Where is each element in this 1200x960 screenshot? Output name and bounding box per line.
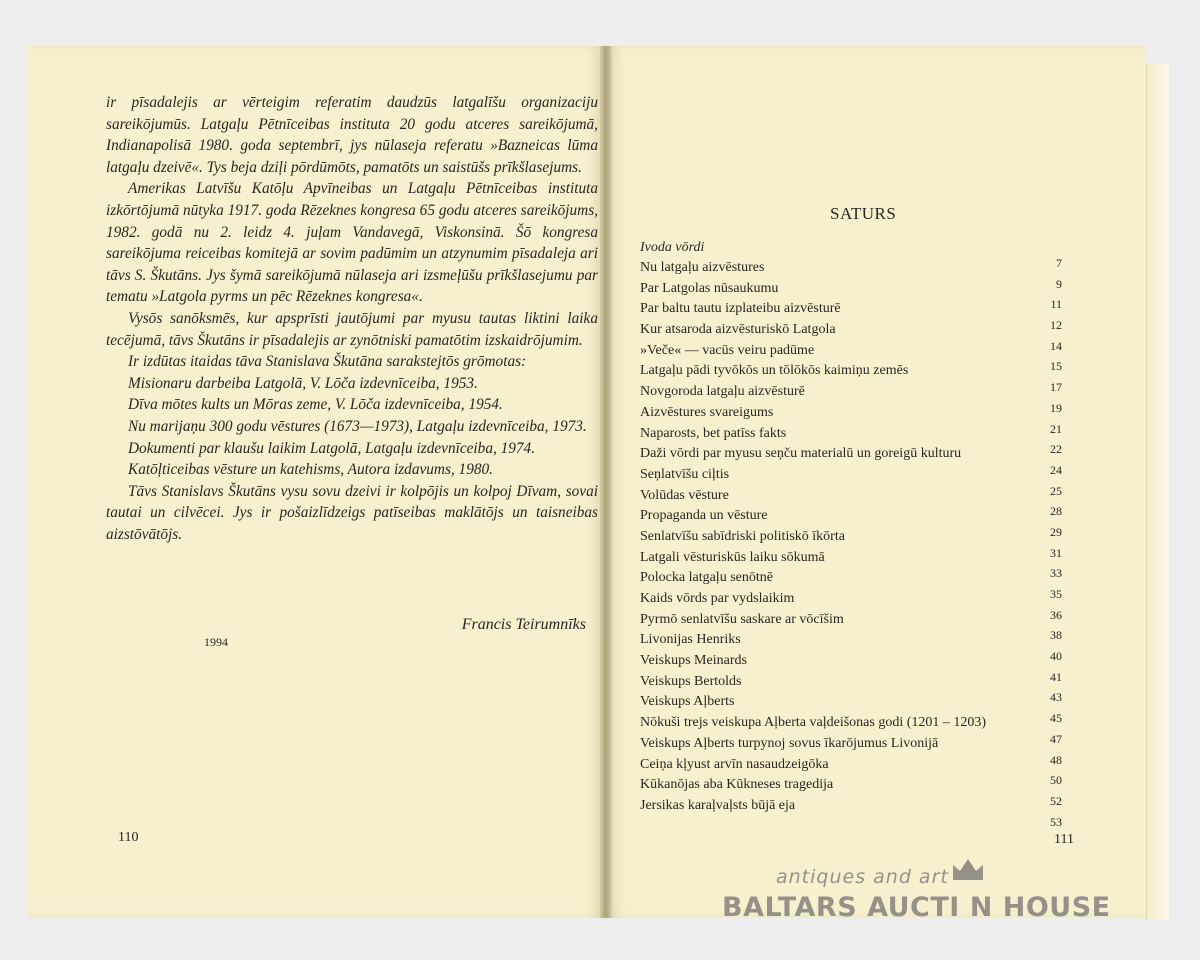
toc-entry (640, 591, 1052, 612)
toc-entry (640, 488, 1052, 509)
contents-intro: Ivoda vōrdi (640, 240, 705, 255)
toc-entry-title: Veiskups Bertolds (640, 673, 742, 689)
toc-entry-title: Seņlatvīšu ciļtis (640, 466, 730, 482)
closing-paragraph: Tāvs Stanislavs Škutāns vysu sovu dzeivi ir kolpōjis un kolpoj Dīvam, sovai tautai un cilvēcei. Jys ir pošaizlīdzeigs patīseibas maklātōjs un taisneibas aizstōvātōjs. (106, 482, 598, 543)
toc-entry (640, 736, 1052, 757)
toc-entry-title: Par Latgolas nūsaukumu (640, 280, 779, 296)
book-list (106, 373, 598, 481)
toc-entry (640, 260, 1052, 281)
book-item: Dokumenti par klaušu laikim Latgolā, Latgaļu izdevnīceiba, 1974. (128, 439, 536, 457)
toc-entry-title: Veiskups Aļberts turpynoj sovus īkarōjumus Livonijā (640, 735, 939, 751)
toc-entry-title: Veiskups Meinards (640, 653, 747, 669)
author-signature: Francis Teirumnīks (461, 616, 586, 633)
toc-entry (640, 281, 1052, 302)
toc-page-number: 48 (1050, 752, 1062, 767)
toc-page-number: 47 (1050, 731, 1062, 746)
toc-page-number: 33 (1050, 566, 1062, 581)
toc-entry-title: Naparosts, bet patīss fakts (640, 425, 787, 441)
toc-entry-title: Latgaļu pādi tyvōkōs un tōlōkōs kaimiņu zemēs (640, 363, 909, 379)
crown-icon (950, 856, 986, 884)
toc-entry (640, 508, 1052, 529)
toc-entry (640, 363, 1052, 384)
toc-entry-title: Livonijas Henriks (640, 632, 741, 648)
toc-entry-title: Senlatvīšu sabīdriski politiskō īkōrta (640, 528, 845, 544)
toc-entry-title: Veiskups Aļberts (640, 694, 735, 710)
toc-entry (640, 570, 1052, 591)
year: 1994 (204, 635, 228, 649)
toc-entry (640, 798, 1052, 819)
toc-page-number: 14 (1050, 338, 1062, 353)
right-page (606, 46, 1146, 918)
toc-entry (640, 384, 1052, 405)
toc-entry (640, 467, 1052, 488)
toc-entry (640, 446, 1052, 467)
toc-entry-title: Ceiņa kļyust arvīn nasaudzeigōka (640, 756, 829, 772)
toc-entry (640, 529, 1052, 550)
open-book (28, 46, 1168, 918)
watermark (720, 862, 1120, 932)
paragraph-1: ir pīsadalejis ar vērteigim referatim daudzūs latgalīšu organizaciju sareikōjumūs. Latgaļu Pētnīceibas instituta 20 godu atceres sareikōjumā, Indianapolisā 1980. goda septembrī, jys nūlaseja referatu »Bazneicas lūma latgaļu dzeivē«. Tys beja dziļi pōrdūmōts, pamatōts un saistūšs prīkšlasejums. (106, 94, 598, 176)
toc-entry-title: Pyrmō senlatvīšu saskare ar vōcīšim (640, 611, 844, 627)
toc-entry (640, 757, 1052, 778)
toc-entry-title: Propaganda un vēsture (640, 508, 768, 524)
toc-entry-title: Kaids vōrds par vydslaikim (640, 591, 795, 606)
paragraph-4: Ir izdūtas itaidas tāva Stanislava Škutāna sarakstejtōs grōmotas: (128, 353, 527, 371)
toc-entry (640, 426, 1052, 447)
toc-page-number: 17 (1050, 380, 1062, 395)
paragraph-3: Vysōs sanōksmēs, kur apsprīsti jautōjumi par myusu tautas liktini laika tecējumā, tāvs Škutāns ir pīsadalejis ar zynōtniski pamatōtim izskaidrōjumim. (106, 309, 598, 349)
paragraph-2: Amerikas Latvīšu Katōļu Apvīneibas un Latgaļu Pētnīceibas instituta izkōrtōjumā nūtyka 1917. goda Rēzeknes kongresa 65 godu atceres sareikōjums, 1982. godā nu 2. leidz 4. juļam Vandavegā, Viskonsinā. Šō kongresa sareikōjuma reiceibas komitejā ar sovim padūmim un atzynumim pīsadaleja ari tāvs S. Škutāns. Jys šymā sareikōjumā nūlaseja ari izsmeļūšu prīkšlasejumu par tematu »Latgola pyrms un pēc Rēzeknes kongresa«. (106, 180, 598, 306)
toc-entry (640, 674, 1052, 695)
toc-page-number: 40 (1050, 649, 1062, 664)
toc-page-number: 31 (1050, 545, 1062, 560)
toc-entry (640, 694, 1052, 715)
toc-page-number: 22 (1050, 442, 1062, 457)
toc-entry-title: Nōkuši trejs veiskupa Aļberta vaļdeišonas godi (1201 – 1203) (640, 715, 987, 731)
toc-page-number: 25 (1050, 483, 1062, 498)
toc-entry-title: Daži vōrdi par myusu seņču materialū un goreigū kulturu (640, 446, 962, 462)
toc-page-number: 7 (1056, 256, 1062, 270)
toc-page-number: 53 (1050, 814, 1062, 829)
toc-entry-title: Polocka latgaļu senōtnē (640, 570, 773, 586)
contents-title: SATURS (830, 204, 897, 223)
toc-page-number: 15 (1050, 359, 1062, 374)
page-number-right: 111 (1054, 832, 1074, 847)
left-page (28, 46, 606, 918)
book-gutter (600, 46, 612, 918)
toc-page-number: 21 (1050, 421, 1062, 436)
toc-entry-title: Volūdas vēsture (640, 487, 729, 503)
toc-entry (640, 301, 1052, 322)
toc-entry (640, 612, 1052, 633)
toc-page-number: 12 (1050, 318, 1062, 333)
page-number-left: 110 (118, 830, 139, 845)
toc-entry-title: Latgali vēsturiskūs laiku sōkumā (640, 549, 825, 565)
toc-entry-title: Kūkanōjas aba Kūkneses tragedija (640, 777, 834, 793)
toc-page-number: 35 (1050, 587, 1062, 601)
toc-page-number: 11 (1050, 297, 1062, 312)
toc-entry-title: Aizvēstures svareigums (640, 404, 774, 420)
toc-entry (640, 343, 1052, 364)
toc-entry (640, 653, 1052, 674)
toc-entry (640, 715, 1052, 736)
toc-entry-title: Nu latgaļu aizvēstures (640, 260, 765, 275)
toc-page-number: 41 (1050, 669, 1062, 684)
watermark-tagline: antiques and art (776, 866, 949, 888)
toc-entry-title: Kur atsaroda aizvēsturiskō Latgola (640, 322, 836, 338)
left-page-text (106, 92, 598, 649)
watermark-brand: BALTARS AUCTI N HOUSE (722, 892, 1111, 923)
contents-page-numbers (1032, 256, 1062, 835)
toc-entry (640, 777, 1052, 798)
toc-entry-title: Par baltu tautu izplateibu aizvēsturē (640, 301, 841, 317)
page-edges (1146, 64, 1169, 920)
toc-entry (640, 405, 1052, 426)
toc-page-number: 29 (1050, 524, 1062, 539)
book-item: Misionaru darbeiba Latgolā, V. Lōča izdevnīceiba, 1953. (128, 374, 478, 392)
toc-page-number: 50 (1050, 773, 1062, 788)
book-item: Katōļticeibas vēsture un katehisms, Autora izdavums, 1980. (128, 461, 493, 479)
toc-page-number: 45 (1050, 711, 1062, 726)
toc-entry (640, 632, 1052, 653)
book-item: Dīva mōtes kults un Mōras zeme, V. Lōča izdevnīceiba, 1954. (128, 396, 503, 414)
toc-entry-title: Novgoroda latgaļu aizvēsturē (640, 384, 805, 400)
toc-page-number: 52 (1050, 793, 1062, 808)
toc-entry-title: »Veče« — vacūs veiru padūme (640, 342, 815, 358)
toc-page-number: 36 (1050, 607, 1062, 622)
toc-page-number: 19 (1050, 400, 1062, 415)
toc-page-number: 28 (1050, 504, 1062, 519)
toc-entry (640, 322, 1052, 343)
contents-list (640, 260, 1052, 819)
toc-page-number: 38 (1050, 628, 1062, 643)
toc-page-number: 43 (1050, 690, 1062, 705)
toc-entry-title: Jersikas karaļvaļsts būjā eja (640, 797, 796, 813)
book-item: Nu marijaņu 300 godu vēstures (1673—1973), Latgaļu izdevnīceiba, 1973. (128, 417, 587, 435)
toc-page-number: 24 (1050, 462, 1062, 477)
toc-entry (640, 550, 1052, 571)
toc-page-number: 9 (1056, 276, 1062, 291)
